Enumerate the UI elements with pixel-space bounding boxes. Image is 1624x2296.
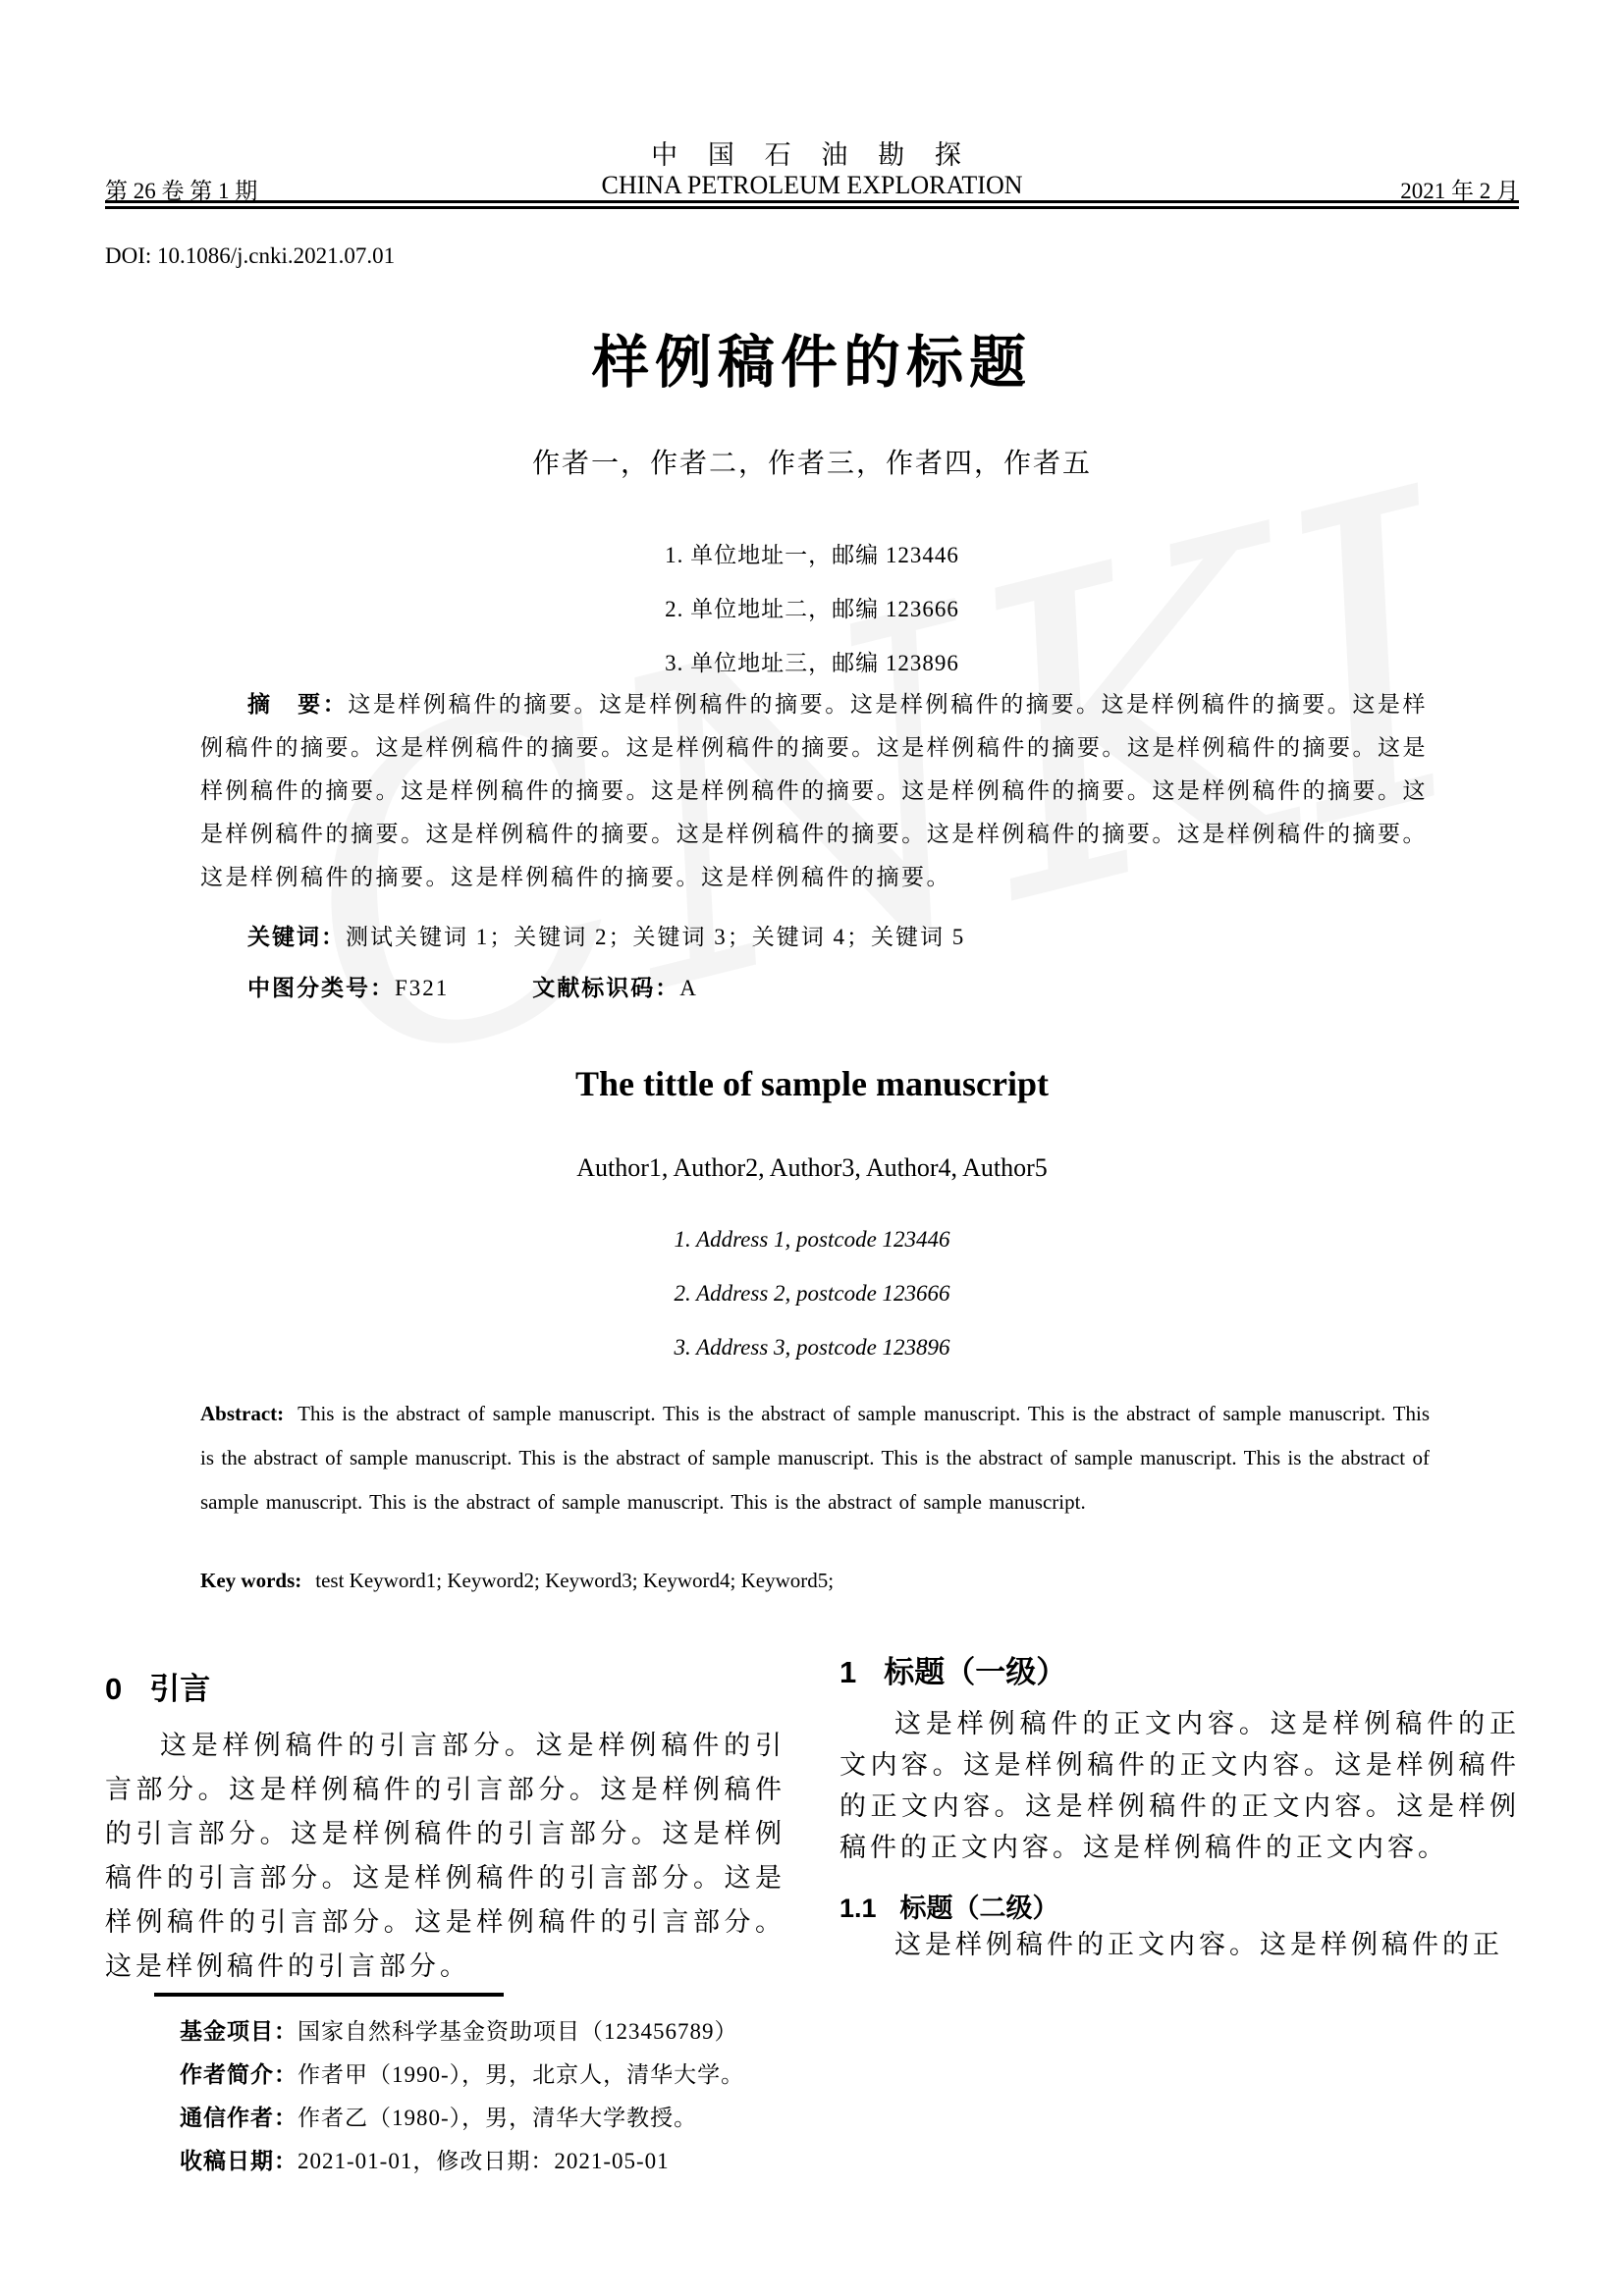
footnote-label: 收稿日期： [180,2149,298,2173]
footnote-text: 作者乙（1980-），男，清华大学教授。 [298,2106,698,2130]
clc-value: F321 [395,976,450,1000]
affiliation-cn-3: 3. 单位地址三，邮编 123896 [665,651,959,675]
footnote-text: 2021-01-01，修改日期：2021-05-01 [298,2149,670,2173]
footnote-text: 作者甲（1990-），男，北京人，清华大学。 [298,2062,745,2087]
footnote-rule [154,1993,504,1997]
section-number: 1 [839,1655,857,1689]
section-heading-intro [105,1664,210,1708]
section-heading-text: 标题（一级） [884,1655,1067,1689]
journal-title-en: CHINA PETROLEUM EXPLORATION [601,171,1023,199]
affiliation-cn-2: 2. 单位地址二，邮编 123666 [665,597,959,621]
keywords-cn-text: 测试关键词 1；关键词 2；关键词 3；关键词 4；关键词 5 [346,925,966,949]
section-number: 0 [105,1672,123,1706]
authors-en: Author1, Author2, Author3, Author4, Author5 [576,1153,1048,1182]
doc-code-value: A [679,976,698,1000]
journal-title-cn: 中 国 石 油 勘 探 [651,140,973,170]
header-date: 2021 年 2 月 [1400,179,1519,203]
keywords-en-label: Key words: [200,1569,302,1592]
doi-text: DOI: 10.1086/j.cnki.2021.07.01 [105,243,396,268]
footnote-label: 通信作者： [180,2106,298,2130]
abstract-en [200,1392,1430,1524]
doc-code-label: 文献标识码： [532,975,680,1000]
authors-cn: 作者一，作者二，作者三，作者四，作者五 [531,449,1092,479]
footnote-fund [180,2010,946,2054]
abstract-en-label: Abstract: [200,1402,285,1425]
article-title-en: The tittle of sample manuscript [575,1064,1049,1103]
abstract-en-text: This is the abstract of sample manuscript. This is the abstract of sample manuscript. This is the abstract of sample manuscript. This is the abstract of sample manuscript. This is the abstract of sample manuscript. This is the abstract of sample manuscript. This is the abstract of sample manuscript. This is the abstract of sample manuscript. This is the abstract of sample manuscript. [200,1402,1430,1514]
clc-label: 中图分类号： [247,975,395,1000]
classification-line [247,970,1435,1002]
header-double-rule [105,200,1519,209]
section-number: 1.1 [839,1894,877,1923]
body-paragraph-2: 这是样例稿件的正文内容。这是样例稿件的正 [894,1930,1503,1959]
article-title-cn: 样例稿件的标题 [591,331,1032,395]
footnote-label: 基金项目： [180,2019,298,2044]
intro-paragraph: 这是样例稿件的引言部分。这是样例稿件的引言部分。这是样例稿件的引言部分。这是样例稿件的引言部分。这是样例稿件的引言部分。这是样例稿件的引言部分。这是样例稿件的引言部分。这是样例稿件的引言部分。这是样例稿件的引言部分。这是样例稿件的引言部分。 [105,1731,785,1981]
affiliation-en-1: 1. Address 1, postcode 123446 [674,1227,950,1252]
affiliation-cn-1: 1. 单位地址一，邮编 123446 [665,543,959,567]
section-heading-1-1 [839,1887,1059,1925]
keywords-cn-label: 关键词： [247,924,346,949]
section-heading-1 [839,1647,1066,1691]
abstract-cn [200,682,1428,899]
affiliation-en-3: 3. Address 3, postcode 123896 [674,1335,950,1360]
footnote-corresponding-author [180,2097,946,2140]
body-paragraph-1: 这是样例稿件的正文内容。这是样例稿件的正文内容。这是样例稿件的正文内容。这是样例稿件的正文内容。这是样例稿件的正文内容。这是样例稿件的正文内容。这是样例稿件的正文内容。 [839,1709,1520,1862]
affiliation-en-2: 2. Address 2, postcode 123666 [674,1281,950,1306]
footnote-label: 作者简介： [180,2062,298,2087]
keywords-cn [247,919,1435,951]
section-heading-text: 标题（二级） [899,1894,1059,1923]
keywords-en-text: test Keyword1; Keyword2; Keyword3; Keyword4; Keyword5; [315,1569,835,1592]
footnote-text: 国家自然科学基金资助项目（123456789） [298,2019,738,2044]
volume-issue: 第 26 卷 第 1 期 [105,179,258,203]
footnote-dates [180,2140,946,2183]
section-heading-text: 引言 [149,1672,211,1706]
footnote-block [180,2010,946,2183]
abstract-cn-label: 摘 要： [247,691,349,717]
keywords-en [200,1569,1430,1593]
footnote-author-bio [180,2054,946,2097]
abstract-cn-text: 这是样例稿件的摘要。这是样例稿件的摘要。这是样例稿件的摘要。这是样例稿件的摘要。这是样例稿件的摘要。这是样例稿件的摘要。这是样例稿件的摘要。这是样例稿件的摘要。这是样例稿件的摘要。这是样例稿件的摘要。这是样例稿件的摘要。这是样例稿件的摘要。这是样例稿件的摘要。这是样例稿件的摘要。这是样例稿件的摘要。这是样例稿件的摘要。这是样例稿件的摘要。这是样例稿件的摘要。这是样例稿件的摘要。这是样例稿件的摘要。这是样例稿件的摘要。这是样例稿件的摘要。 [200,692,1429,889]
